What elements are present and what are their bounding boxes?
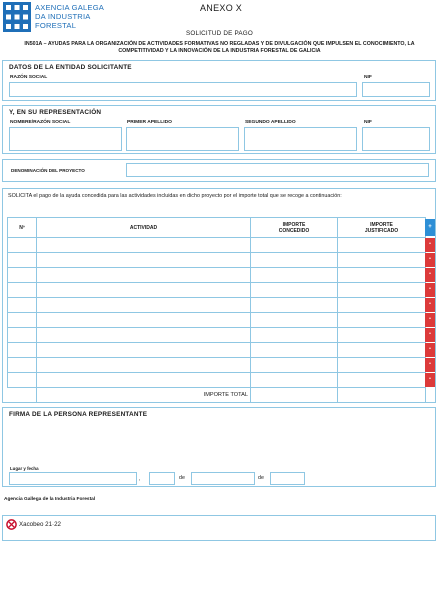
col-num-header: Nº [8, 218, 37, 238]
entity-section-title: DATOS DE LA ENTIDAD SOLICITANTE [9, 64, 132, 71]
table-row [8, 358, 426, 373]
de-separator-2: de [258, 475, 264, 481]
xacobeo-icon [6, 519, 17, 530]
justified-amount-cell[interactable] [338, 298, 426, 313]
col-granted-header: IMPORTE CONCEDIDO [251, 218, 338, 238]
granted-amount-cell[interactable] [251, 313, 338, 328]
nombre-label: NOMBRE/RAZÓN SOCIAL [10, 120, 71, 125]
table-row [8, 238, 426, 253]
activity-cell[interactable] [37, 358, 251, 373]
table-row [8, 253, 426, 268]
procedure-subtitle: IN501A – AYUDAS PARA LA ORGANIZACIÓN DE ACTIVIDADES FORMATIVAS NO REGLADAS Y DE DIVULGACIÓN QUE IMPULSEN EL CONOCIMIENTO, LA COMPETITIVIDAD Y LA INNOVACIÓN DE LA INDUSTRIA FORESTAL DE GALICIA [24, 41, 415, 55]
total-label: IMPORTE TOTAL [37, 388, 251, 403]
activity-cell[interactable] [37, 268, 251, 283]
granted-amount-cell[interactable] [251, 268, 338, 283]
row-number-cell[interactable] [8, 238, 37, 253]
add-row-button[interactable]: + [425, 219, 435, 236]
table-row [8, 298, 426, 313]
segundo-apellido-label: SEGUNDO APELLIDO [245, 120, 296, 125]
annex-label: ANEXO X [200, 3, 243, 13]
remove-row-button[interactable]: • [425, 313, 435, 327]
table-row [8, 343, 426, 358]
entity-nif-label: NIF [364, 75, 372, 80]
nombre-field[interactable] [9, 127, 122, 151]
razon-social-field[interactable] [9, 82, 357, 97]
justified-amount-cell[interactable] [338, 268, 426, 283]
activity-cell[interactable] [37, 238, 251, 253]
table-row [8, 328, 426, 343]
remove-row-button[interactable]: • [425, 238, 435, 252]
col-justified-header: IMPORTE JUSTIFICADO [338, 218, 426, 238]
comma-separator: , [139, 476, 141, 482]
granted-amount-cell[interactable] [251, 298, 338, 313]
col-activity-header: ACTIVIDAD [37, 218, 251, 238]
representative-section [2, 105, 436, 154]
row-number-cell[interactable] [8, 358, 37, 373]
row-number-cell[interactable] [8, 343, 37, 358]
project-section [2, 159, 436, 182]
segundo-apellido-field[interactable] [244, 127, 357, 151]
activity-cell[interactable] [37, 343, 251, 358]
remove-row-button[interactable]: • [425, 328, 435, 342]
justified-amount-cell[interactable] [338, 283, 426, 298]
row-number-cell[interactable] [8, 313, 37, 328]
total-spacer [8, 388, 37, 403]
row-number-cell[interactable] [8, 283, 37, 298]
agency-footer-label: Agencia Gallega de la Industria Forestal [4, 497, 96, 502]
granted-amount-cell[interactable] [251, 373, 338, 388]
agency-logo [3, 2, 113, 32]
razon-social-label: RAZÓN SOCIAL [10, 75, 48, 80]
footer-section [2, 515, 436, 541]
table-row [8, 268, 426, 283]
day-field[interactable] [149, 472, 175, 485]
place-field[interactable] [9, 472, 137, 485]
remove-row-button[interactable]: • [425, 373, 435, 387]
row-number-cell[interactable] [8, 373, 37, 388]
remove-row-button[interactable]: • [425, 343, 435, 357]
justified-amount-cell[interactable] [338, 343, 426, 358]
remove-row-button[interactable]: • [425, 268, 435, 282]
entity-section [2, 60, 436, 101]
table-row [8, 373, 426, 388]
month-field[interactable] [191, 472, 255, 485]
signature-section [2, 407, 436, 487]
granted-amount-cell[interactable] [251, 238, 338, 253]
activity-cell[interactable] [37, 253, 251, 268]
activity-cell[interactable] [37, 328, 251, 343]
table-header-row [8, 218, 426, 238]
representative-nif-label: NIF [364, 120, 372, 125]
row-number-cell[interactable] [8, 253, 37, 268]
activity-cell[interactable] [37, 298, 251, 313]
remove-row-button[interactable]: • [425, 358, 435, 372]
justified-amount-cell[interactable] [338, 358, 426, 373]
agency-logo-text: AXENCIA GALEGA DA INDUSTRIA FORESTAL [35, 3, 105, 30]
representative-nif-field[interactable] [362, 127, 430, 151]
table-row [8, 283, 426, 298]
row-number-cell[interactable] [8, 298, 37, 313]
row-number-cell[interactable] [8, 328, 37, 343]
project-name-field[interactable] [126, 163, 429, 177]
xunta-shield-icon [3, 2, 31, 32]
justified-amount-cell[interactable] [338, 328, 426, 343]
remove-row-button[interactable]: • [425, 298, 435, 312]
document-title: SOLICITUD DE PAGO [186, 30, 253, 37]
granted-amount-cell[interactable] [251, 328, 338, 343]
table-row [8, 313, 426, 328]
total-justified-field[interactable] [338, 388, 426, 403]
year-field[interactable] [270, 472, 305, 485]
granted-amount-cell[interactable] [251, 343, 338, 358]
granted-amount-cell[interactable] [251, 358, 338, 373]
granted-amount-cell[interactable] [251, 283, 338, 298]
de-separator-1: de [179, 475, 185, 481]
xacobeo-logo-text: Xacobeo 21·22 [19, 521, 61, 528]
remove-row-button[interactable]: • [425, 253, 435, 267]
justified-amount-cell[interactable] [338, 253, 426, 268]
entity-nif-field[interactable] [362, 82, 430, 97]
justified-amount-cell[interactable] [338, 373, 426, 388]
activity-cell[interactable] [37, 373, 251, 388]
activities-table [7, 217, 426, 403]
justified-amount-cell[interactable] [338, 313, 426, 328]
justified-amount-cell[interactable] [338, 238, 426, 253]
activity-cell[interactable] [37, 313, 251, 328]
place-date-label: Lugar y fecha [10, 466, 39, 471]
granted-amount-cell[interactable] [251, 253, 338, 268]
project-name-label: DENOMINACIÓN DEL PROYECTO [11, 168, 85, 173]
primer-apellido-label: PRIMER APELLIDO [127, 120, 172, 125]
activity-cell[interactable] [37, 283, 251, 298]
representative-section-title: Y, EN SU REPRESENTACIÓN [9, 109, 102, 116]
request-statement: SOLICITA el pago de la ayuda concedida para las actividades incluidas en dicho proyecto por el importe total que se recoge a continuación: [8, 193, 342, 199]
row-number-cell[interactable] [8, 268, 37, 283]
primer-apellido-field[interactable] [126, 127, 239, 151]
total-granted-field[interactable] [251, 388, 338, 403]
total-row [8, 388, 426, 403]
remove-row-button[interactable]: • [425, 283, 435, 297]
signature-section-title: FIRMA DE LA PERSONA REPRESENTANTE [9, 411, 148, 418]
